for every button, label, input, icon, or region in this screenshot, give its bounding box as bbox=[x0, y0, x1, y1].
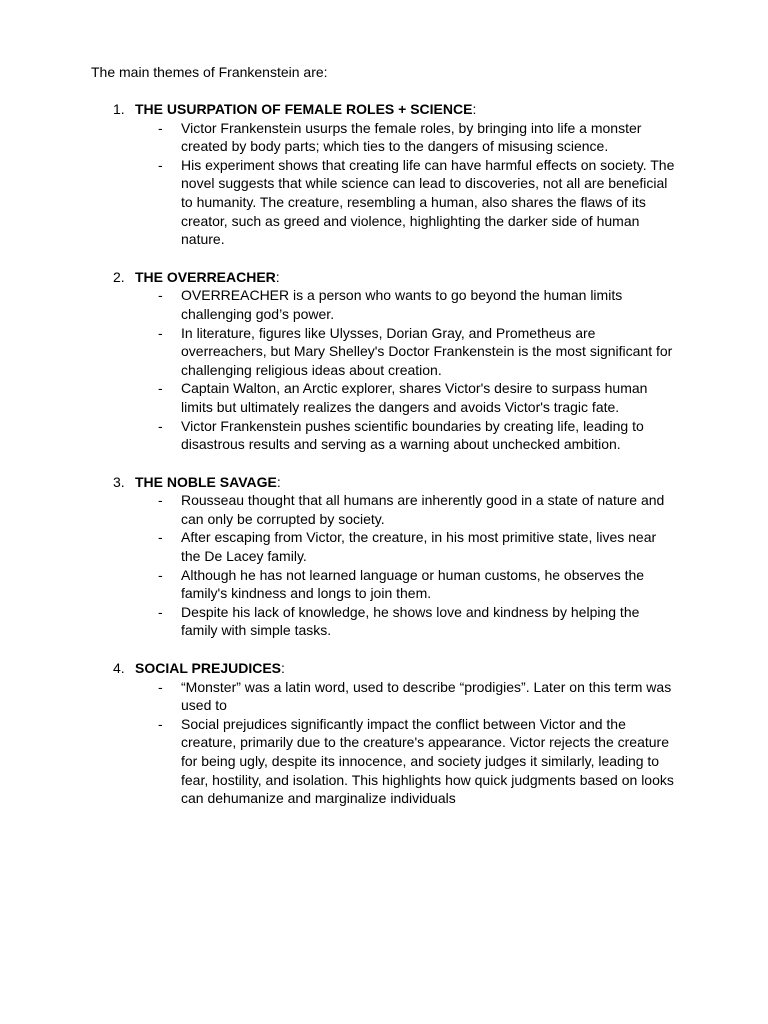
point-text: OVERREACHER is a person who wants to go beyond the human limits challenging god’s power. bbox=[181, 287, 623, 322]
list-item bbox=[0, 491, 678, 528]
list-item bbox=[0, 417, 678, 454]
list-item bbox=[0, 156, 678, 249]
theme-colon: : bbox=[472, 101, 477, 117]
bullet-dash: - bbox=[158, 529, 163, 546]
theme-title: THE NOBLE SAVAGE bbox=[135, 473, 277, 490]
list-item bbox=[0, 286, 678, 323]
point-text: Captain Walton, an Arctic explorer, shares Victor's desire to surpass human limits but ultimately realizes the dangers and avoids Victor's tragic fate. bbox=[181, 380, 648, 415]
theme-item bbox=[0, 268, 768, 454]
bullet-dash: - bbox=[158, 566, 163, 583]
theme-heading bbox=[0, 100, 768, 119]
themes-list bbox=[0, 100, 768, 827]
list-item bbox=[0, 528, 678, 565]
theme-heading bbox=[0, 659, 768, 678]
theme-colon: : bbox=[275, 268, 280, 285]
theme-colon: : bbox=[276, 473, 281, 490]
point-text: After escaping from Victor, the creature, in his most primitive state, lives near the De Lacey family. bbox=[181, 529, 657, 565]
bullet-dash: - bbox=[158, 119, 163, 136]
theme-title: THE OVERREACHER bbox=[135, 268, 276, 285]
list-item bbox=[0, 603, 678, 640]
theme-item bbox=[0, 473, 768, 640]
theme-number: 4. bbox=[113, 660, 125, 677]
theme-number: 3. bbox=[113, 473, 125, 490]
point-text: Rousseau thought that all humans are inherently good in a state of nature and can only be corrupted by society. bbox=[181, 492, 665, 527]
point-text: Victor Frankenstein usurps the female roles, by bringing into life a monster created by body parts; which ties to the dangers of misusing science. bbox=[181, 119, 642, 155]
theme-title: SOCIAL PREJUDICES bbox=[135, 660, 281, 677]
list-item bbox=[0, 379, 678, 416]
theme-number: 2. bbox=[113, 268, 125, 285]
bullet-dash: - bbox=[158, 715, 163, 732]
bullet-dash: - bbox=[158, 492, 163, 509]
point-text: “Monster” was a latin word, used to describe “prodigies”. Later on this term was used to bbox=[181, 678, 672, 714]
list-item bbox=[0, 566, 678, 603]
theme-title: THE USURPATION OF FEMALE ROLES + SCIENCE bbox=[135, 101, 473, 117]
bullet-dash: - bbox=[158, 380, 163, 397]
theme-number: 1. bbox=[113, 101, 125, 117]
point-text: Although he has not learned language or human customs, he observes the family's kindness and longs to join them. bbox=[181, 566, 645, 602]
bullet-dash: - bbox=[158, 156, 163, 173]
point-text: Despite his lack of knowledge, he shows love and kindness by helping the family with simple tasks. bbox=[181, 603, 640, 639]
theme-points bbox=[0, 678, 768, 808]
theme-heading bbox=[0, 473, 768, 492]
point-text: In literature, figures like Ulysses, Dorian Gray, and Prometheus are overreachers, but Mary Shelley's Doctor Frankenstein is the most significant for challenging religious ideas about creation. bbox=[181, 324, 673, 378]
theme-colon: : bbox=[281, 660, 285, 677]
bullet-dash: - bbox=[158, 324, 163, 341]
point-text: His experiment shows that creating life can have harmful effects on society. The novel suggests that while science can lead to discoveries, not all are beneficial to humanity. The creature, resembling a human, also shares the flaws of its creator, such as greed and violence, highlighting the darker side of human nature. bbox=[181, 156, 675, 248]
list-item bbox=[0, 678, 678, 715]
theme-heading bbox=[0, 268, 768, 287]
theme-item bbox=[0, 659, 768, 808]
bullet-dash: - bbox=[158, 678, 163, 695]
point-text: Victor Frankenstein pushes scientific boundaries by creating life, leading to disastrous results and serving as a warning about unchecked ambition. bbox=[181, 417, 644, 453]
theme-item bbox=[0, 100, 768, 249]
bullet-dash: - bbox=[158, 287, 163, 304]
theme-points bbox=[0, 119, 768, 249]
theme-points bbox=[0, 491, 768, 640]
point-text: Social prejudices significantly impact the conflict between Victor and the creature, primarily due to the creature's appearance. Victor rejects the creature for being ugly, despite its innocence, and society judges it similarly, leading to fear, hostility, and isolation. This highlights how quick judgments based on looks can dehumanize and marginalize individuals bbox=[181, 715, 674, 807]
list-item bbox=[0, 715, 678, 808]
list-item bbox=[0, 119, 678, 156]
bullet-dash: - bbox=[158, 417, 163, 434]
intro-text: The main themes of Frankenstein are: bbox=[91, 64, 328, 80]
theme-points bbox=[0, 286, 768, 453]
bullet-dash: - bbox=[158, 603, 163, 620]
list-item bbox=[0, 324, 678, 380]
